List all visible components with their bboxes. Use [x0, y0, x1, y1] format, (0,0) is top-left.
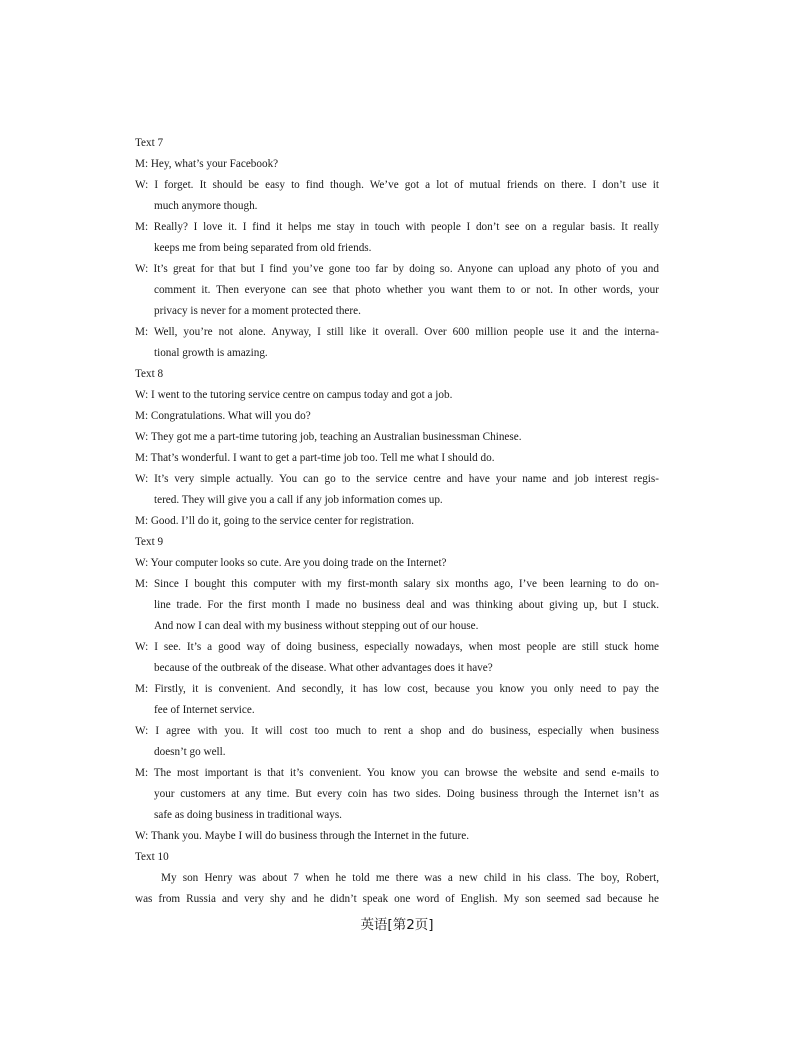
dialogue-line: M: That’s wonderful. I want to get a part-time job too. Tell me what I should do. — [135, 452, 495, 464]
dialogue-line: M: Congratulations. What will you do? — [135, 410, 311, 422]
dialogue-line: M: The most important is that it’s convenient. You know you can browse the website and send e-mails to — [135, 767, 659, 779]
dialogue-line-continuation: privacy is never for a moment protected there. — [154, 305, 361, 317]
page-footer: 英语[第2页] — [360, 917, 434, 933]
dialogue-line: W: I agree with you. It will cost too much to rent a shop and do business, especially when business — [135, 725, 659, 737]
dialogue-line: W: Your computer looks so cute. Are you doing trade on the Internet? — [135, 557, 447, 569]
dialogue-line-continuation: comment it. Then everyone can see that photo whether you want them to or not. In other words, your — [154, 284, 659, 296]
dialogue-line-continuation: much anymore though. — [154, 200, 258, 212]
dialogue-line-continuation: your customers at any time. But every coin has two sides. Doing business through the Internet isn’t as — [154, 788, 659, 800]
dialogue-line-continuation: because of the outbreak of the disease. What other advantages does it have? — [154, 662, 493, 674]
dialogue-line: M: Really? I love it. I find it helps me stay in touch with people I don’t see on a regular basis. It really — [135, 221, 659, 233]
dialogue-line: W: They got me a part-time tutoring job, teaching an Australian businessman Chinese. — [135, 431, 522, 443]
dialogue-line: M: Since I bought this computer with my first-month salary six months ago, I’ve been learning to do on- — [135, 578, 659, 590]
transcript-body — [135, 133, 659, 910]
dialogue-line-continuation: doesn’t go well. — [154, 746, 226, 758]
section-heading-text10: Text 10 — [135, 851, 169, 863]
dialogue-line-continuation: tional growth is amazing. — [154, 347, 268, 359]
dialogue-line-continuation: line trade. For the first month I made no business deal and was thinking about giving up, but I stuck. — [154, 599, 659, 611]
dialogue-line: W: It’s great for that but I find you’ve gone too far by doing so. Anyone can upload any photo of you and — [135, 263, 659, 275]
dialogue-line: M: Hey, what’s your Facebook? — [135, 158, 279, 170]
dialogue-line: W: It’s very simple actually. You can go to the service centre and have your name and job interest regis- — [135, 473, 659, 485]
dialogue-line-continuation: And now I can deal with my business without stepping out of our house. — [154, 620, 479, 632]
passage-line: was from Russia and very shy and he didn’t speak one word of English. My son seemed sad because he — [135, 893, 659, 905]
passage-line: My son Henry was about 7 when he told me there was a new child in his class. The boy, Robert, — [161, 872, 659, 884]
section-heading-text8: Text 8 — [135, 368, 164, 380]
dialogue-line: M: Well, you’re not alone. Anyway, I still like it overall. Over 600 million people use it and the interna- — [135, 326, 659, 338]
section-heading-text7: Text 7 — [135, 137, 164, 149]
dialogue-line-continuation: fee of Internet service. — [154, 704, 255, 716]
dialogue-line: W: I forget. It should be easy to find though. We’ve got a lot of mutual friends on there. I don’t use it — [135, 179, 659, 191]
dialogue-line: M: Good. I’ll do it, going to the service center for registration. — [135, 515, 414, 527]
dialogue-line: W: I went to the tutoring service centre on campus today and got a job. — [135, 389, 453, 401]
dialogue-line: M: Firstly, it is convenient. And secondly, it has low cost, because you know you only need to pay the — [135, 683, 659, 695]
dialogue-line-continuation: safe as doing business in traditional ways. — [154, 809, 342, 821]
dialogue-line-continuation: keeps me from being separated from old friends. — [154, 242, 372, 254]
dialogue-line: W: I see. It’s a good way of doing business, especially nowadays, when most people are still stuck home — [135, 641, 659, 653]
dialogue-line: W: Thank you. Maybe I will do business through the Internet in the future. — [135, 830, 470, 842]
section-heading-text9: Text 9 — [135, 536, 164, 548]
dialogue-line-continuation: tered. They will give you a call if any job information comes up. — [154, 494, 443, 506]
